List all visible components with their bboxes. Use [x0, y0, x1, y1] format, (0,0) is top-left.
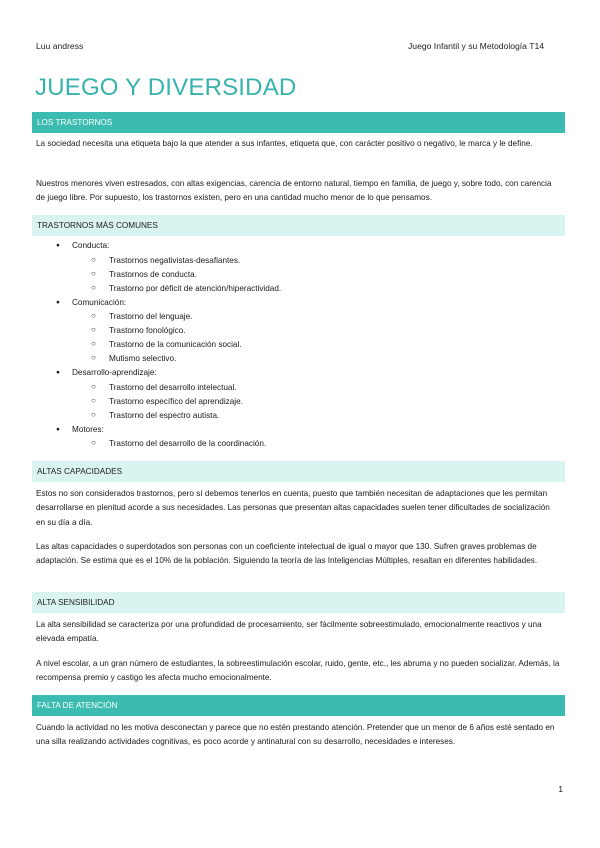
list-item-text: Trastorno fonológico. — [109, 326, 186, 335]
list-item-text: Trastorno de la comunicación social. — [109, 340, 242, 349]
list-item-text: Trastornos de conducta. — [109, 270, 197, 279]
section-heading-trastornos: LOS TRASTORNOS — [32, 112, 565, 133]
paragraph-sensibilidad-1: La alta sensibilidad se caracteriza por una profundidad de procesamiento, ser fácilmente sobreestimulado, emocionalmente reactivos y una elevada empatía. — [36, 620, 542, 644]
paragraph-atencion-1: Cuando la actividad no les motiva desconectan y parece que no estén prestando atención. Pretender que un menor de 6 años esté sentado en una silla realizando actividades cognitivas, es poco acorde y antinatural con su desarrollo, necesidades e intereses. — [36, 723, 555, 747]
group-label: Desarrollo-aprendizaje: — [72, 368, 157, 377]
list-item-text: Trastorno del lenguaje. — [109, 312, 193, 321]
paragraph-trastornos-2: Nuestros menores viven estresados, con altas exigencias, carencia de entorno natural, tiempo en familia, de juego y, sobre todo, con carencia de juego libre. Por supuesto, los trastornos existen, pero en una cantidad mucho menor de lo que pensamos. — [36, 179, 552, 203]
list-item-text: Mutismo selectivo. — [109, 354, 177, 363]
group-label: Comunicación: — [72, 298, 127, 307]
section-heading-altas: ALTAS CAPACIDADES — [32, 461, 565, 482]
paragraph-altas-1: Estos no son considerados trastornos, pero sí debemos tenerlos en cuenta, puesto que también necesitan de adaptaciones que les permitan desarrollarse en plenitud acorde a sus necesidades. Las personas que presentan altas capacidades suelen tener dificultades de socialización en su día a día. — [36, 489, 550, 527]
paragraph-trastornos-1: La sociedad necesita una etiqueta bajo la que atender a sus infantes, etiqueta que, con carácter positivo o negativo, le marca y le define. — [36, 139, 533, 148]
paragraph-altas-2: Las altas capacidades o superdotados son personas con un coeficiente intelectual de igual o mayor que 130. Sufren graves problemas de adaptación. Se estima que es el 10% de la población. Siguiendo la teoría de las Inteligencias Múltiples, resaltan en diferentes habilidades. — [36, 542, 538, 566]
list-item-text: Trastornos negativistas-desafiantes. — [109, 256, 241, 265]
list-item-text: Trastorno del desarrollo intelectual. — [109, 383, 237, 392]
list-item-text: Trastorno del espectro autista. — [109, 411, 220, 420]
list-item-text: Trastorno del desarrollo de la coordinación. — [109, 439, 267, 448]
doc-header-author: Luu andress — [36, 41, 84, 51]
group-label: Motores: — [72, 425, 104, 434]
section-heading-atencion: FALTA DE ATENCIÓN — [32, 695, 565, 716]
group-label: Conducta: — [72, 241, 110, 250]
list-item-text: Trastorno por déficit de atención/hiperactividad. — [109, 284, 282, 293]
section-heading-sensibilidad: ALTA SENSIBILIDAD — [32, 592, 565, 613]
page-title: JUEGO Y DIVERSIDAD — [35, 74, 297, 101]
doc-header-course: Juego Infantil y su Metodología T14 — [408, 41, 544, 51]
section-heading-comunes: TRASTORNOS MÁS COMUNES — [32, 215, 565, 236]
page-number: 1 — [558, 784, 563, 794]
list-item-text: Trastorno específico del aprendizaje. — [109, 397, 243, 406]
paragraph-sensibilidad-2: A nivel escolar, a un gran número de estudiantes, la sobreestimulación escolar, ruido, gente, etc., les abruma y no pueden socializar. Además, la recompensa premio y castigo les afecta mucho emocionalmente. — [36, 659, 560, 683]
